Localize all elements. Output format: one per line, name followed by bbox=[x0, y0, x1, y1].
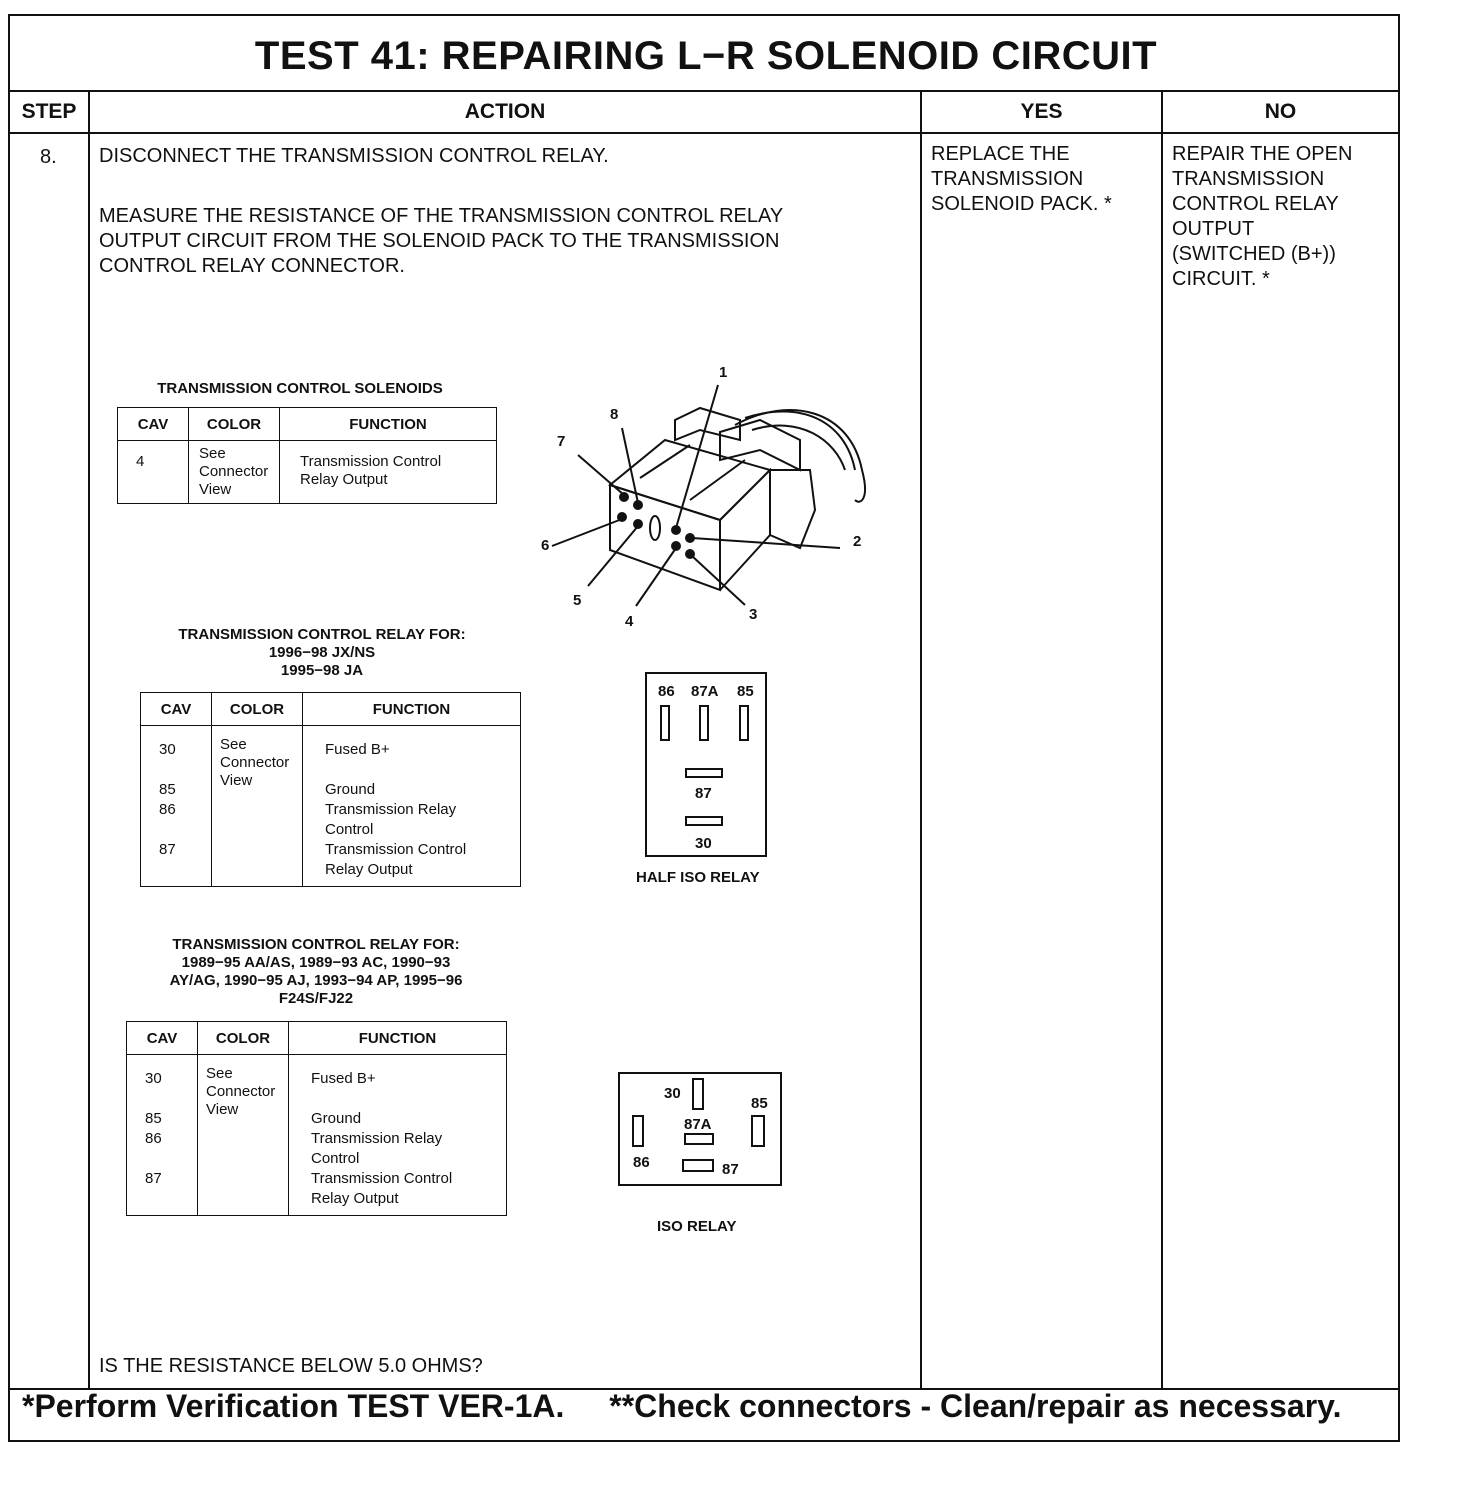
pin-label-2: 2 bbox=[853, 533, 862, 550]
color-cell bbox=[212, 726, 303, 887]
color-line: Connector bbox=[206, 1083, 276, 1100]
terminal-87 bbox=[686, 769, 722, 777]
half-iso-relay-label: HALF ISO RELAY bbox=[636, 869, 760, 886]
terminal-label: 87A bbox=[691, 683, 719, 700]
function-line bbox=[311, 1089, 506, 1109]
action-line: MEASURE THE RESISTANCE OF THE TRANSMISSION CONTROL RELAY bbox=[99, 205, 784, 227]
function-line: Transmission Control bbox=[300, 453, 442, 470]
solenoids-table bbox=[117, 407, 497, 504]
relay2-table bbox=[126, 1021, 507, 1216]
solenoid-connector-diagram bbox=[530, 360, 880, 640]
terminal-label: 86 bbox=[658, 683, 675, 700]
leader-line bbox=[578, 455, 624, 495]
yes-line: REPLACE THE bbox=[931, 143, 1070, 165]
function-line: Control bbox=[311, 1150, 360, 1167]
function-line: Relay Output bbox=[325, 861, 413, 878]
no-line: (SWITCHED (B+)) bbox=[1172, 243, 1336, 265]
terminal-label: 30 bbox=[664, 1085, 681, 1102]
cav-cell bbox=[118, 441, 189, 504]
caption-line: 1995−98 JA bbox=[280, 662, 364, 679]
pin-label-4: 4 bbox=[625, 613, 634, 630]
col-cav: CAV bbox=[118, 408, 189, 441]
cav-value: 87 bbox=[145, 1170, 162, 1187]
terminal-30 bbox=[686, 817, 722, 825]
function-line: Control bbox=[325, 821, 374, 838]
function-cell bbox=[289, 1055, 507, 1216]
footer bbox=[22, 1388, 1377, 1425]
col-color: COLOR bbox=[212, 693, 303, 726]
leader-line bbox=[588, 526, 638, 586]
col-function: FUNCTION bbox=[280, 408, 497, 441]
step-number: 8. bbox=[40, 146, 57, 168]
caption-line: 1996−98 JX/NS bbox=[268, 644, 376, 661]
leader-line bbox=[676, 385, 718, 528]
cav-value: 30 bbox=[145, 1070, 162, 1087]
header-yes: YES bbox=[1020, 100, 1063, 123]
leader-line bbox=[692, 556, 745, 605]
terminal-label: 85 bbox=[751, 1095, 768, 1112]
cav-value bbox=[145, 1149, 197, 1169]
cav-value: 87 bbox=[159, 841, 176, 858]
terminal-87a bbox=[685, 1134, 713, 1144]
connector-side-face bbox=[720, 470, 770, 590]
function-line: Fused B+ bbox=[325, 741, 390, 758]
no-line: CIRCUIT. * bbox=[1172, 268, 1270, 290]
function-cell bbox=[303, 726, 521, 887]
function-line: Transmission Relay bbox=[325, 801, 457, 818]
iso-relay-diagram bbox=[612, 1068, 788, 1192]
terminal-label: 85 bbox=[737, 683, 754, 700]
terminal-86 bbox=[633, 1116, 643, 1146]
cav-value: 86 bbox=[145, 1130, 162, 1147]
question: IS THE RESISTANCE BELOW 5.0 OHMS? bbox=[99, 1355, 483, 1377]
cav-value: 86 bbox=[159, 801, 176, 818]
connector-back bbox=[770, 470, 815, 548]
pin-cavity bbox=[619, 492, 629, 502]
function-line: Relay Output bbox=[300, 471, 388, 488]
color-line: See bbox=[206, 1065, 233, 1082]
col-function: FUNCTION bbox=[289, 1022, 507, 1055]
function-line: Transmission Control bbox=[325, 841, 467, 858]
cav-value: 85 bbox=[159, 781, 176, 798]
pin-label-8: 8 bbox=[610, 406, 619, 423]
divider bbox=[1161, 91, 1163, 1389]
divider bbox=[88, 91, 90, 1389]
action-disconnect: DISCONNECT THE TRANSMISSION CONTROL RELAY. bbox=[99, 145, 609, 167]
divider bbox=[10, 90, 1398, 92]
no-line: OUTPUT bbox=[1172, 218, 1255, 240]
terminal-85 bbox=[740, 706, 748, 740]
caption-line: F24S/FJ22 bbox=[278, 990, 354, 1007]
yes-line: TRANSMISSION bbox=[931, 168, 1084, 190]
color-cell bbox=[189, 441, 280, 504]
yes-result bbox=[931, 142, 1112, 217]
color-line: View bbox=[206, 1101, 239, 1118]
pin-label-7: 7 bbox=[557, 433, 566, 450]
no-line: REPAIR THE OPEN bbox=[1172, 143, 1353, 165]
cav-value: 4 bbox=[136, 453, 145, 470]
no-line: CONTROL RELAY bbox=[1172, 193, 1339, 215]
caption-line: TRANSMISSION CONTROL RELAY FOR: bbox=[178, 626, 466, 643]
col-cav: CAV bbox=[127, 1022, 198, 1055]
color-line: View bbox=[220, 772, 253, 789]
action-line: CONTROL RELAY CONNECTOR. bbox=[99, 255, 405, 277]
function-cell bbox=[280, 441, 497, 504]
pin-label-1: 1 bbox=[719, 364, 728, 381]
color-line: View bbox=[199, 481, 232, 498]
color-line: See bbox=[220, 736, 247, 753]
pin-label-5: 5 bbox=[573, 592, 582, 609]
function-line: Relay Output bbox=[311, 1190, 399, 1207]
caption-line: AY/AG, 1990−95 AJ, 1993−94 AP, 1995−96 bbox=[169, 972, 463, 989]
terminal-87 bbox=[683, 1160, 713, 1171]
terminal-label: 86 bbox=[633, 1154, 650, 1171]
header-no: NO bbox=[1264, 100, 1297, 123]
function-line: Ground bbox=[311, 1110, 362, 1127]
color-line: See bbox=[199, 445, 226, 462]
yes-line: SOLENOID PACK. * bbox=[931, 193, 1112, 215]
footer-connectors: **Check connectors - Clean/repair as necessary. bbox=[609, 1388, 1342, 1424]
terminal-30 bbox=[693, 1079, 703, 1109]
terminal-label: 87 bbox=[695, 785, 712, 802]
col-cav: CAV bbox=[141, 693, 212, 726]
cav-value bbox=[159, 860, 211, 880]
relay-outline bbox=[646, 673, 766, 856]
cav-value: 85 bbox=[145, 1110, 162, 1127]
wire bbox=[752, 426, 845, 470]
terminal-label: 30 bbox=[695, 835, 712, 852]
action-measure bbox=[99, 204, 783, 279]
caption-line: 1989−95 AA/AS, 1989−93 AC, 1990−93 bbox=[181, 954, 451, 971]
divider bbox=[10, 132, 1398, 134]
half-iso-relay-diagram bbox=[640, 670, 772, 860]
cav-value bbox=[145, 1089, 197, 1109]
no-result bbox=[1172, 142, 1352, 292]
relay2-caption bbox=[126, 936, 506, 1008]
header-step: STEP bbox=[21, 100, 77, 123]
function-line: Fused B+ bbox=[311, 1070, 376, 1087]
col-color: COLOR bbox=[198, 1022, 289, 1055]
action-line: OUTPUT CIRCUIT FROM THE SOLENOID PACK TO THE TRANSMISSION bbox=[99, 230, 780, 252]
caption-line: TRANSMISSION CONTROL RELAY FOR: bbox=[172, 936, 460, 953]
col-function: FUNCTION bbox=[303, 693, 521, 726]
terminal-86 bbox=[661, 706, 669, 740]
pin-label-6: 6 bbox=[541, 537, 550, 554]
divider bbox=[920, 91, 922, 1389]
terminal-label: 87A bbox=[684, 1116, 712, 1133]
color-line: Connector bbox=[199, 463, 269, 480]
relay1-table bbox=[140, 692, 521, 887]
header-action: ACTION bbox=[464, 100, 546, 123]
iso-relay-label: ISO RELAY bbox=[657, 1218, 737, 1235]
no-line: TRANSMISSION bbox=[1172, 168, 1325, 190]
terminal-label: 87 bbox=[722, 1161, 739, 1178]
function-line bbox=[325, 760, 520, 780]
cav-value bbox=[159, 760, 211, 780]
function-line: Transmission Relay bbox=[311, 1130, 443, 1147]
color-cell bbox=[198, 1055, 289, 1216]
relay1-caption bbox=[140, 626, 504, 680]
cav-value: 30 bbox=[159, 741, 176, 758]
footer-verification: *Perform Verification TEST VER-1A. bbox=[22, 1388, 565, 1424]
solenoids-caption: TRANSMISSION CONTROL SOLENOIDS bbox=[157, 380, 443, 397]
cav-value bbox=[159, 820, 211, 840]
terminal-87a bbox=[700, 706, 708, 740]
terminal-85 bbox=[752, 1116, 764, 1146]
cav-value bbox=[145, 1189, 197, 1209]
function-line: Transmission Control bbox=[311, 1170, 453, 1187]
pin-label-3: 3 bbox=[749, 606, 758, 623]
key-slot bbox=[650, 516, 660, 540]
function-line: Ground bbox=[325, 781, 376, 798]
leader-line bbox=[636, 548, 676, 606]
page-title: TEST 41: REPAIRING L−R SOLENOID CIRCUIT bbox=[254, 34, 1158, 78]
cav-cell bbox=[127, 1055, 198, 1216]
col-color: COLOR bbox=[189, 408, 280, 441]
color-line: Connector bbox=[220, 754, 290, 771]
cav-cell bbox=[141, 726, 212, 887]
leader-line bbox=[552, 519, 622, 546]
